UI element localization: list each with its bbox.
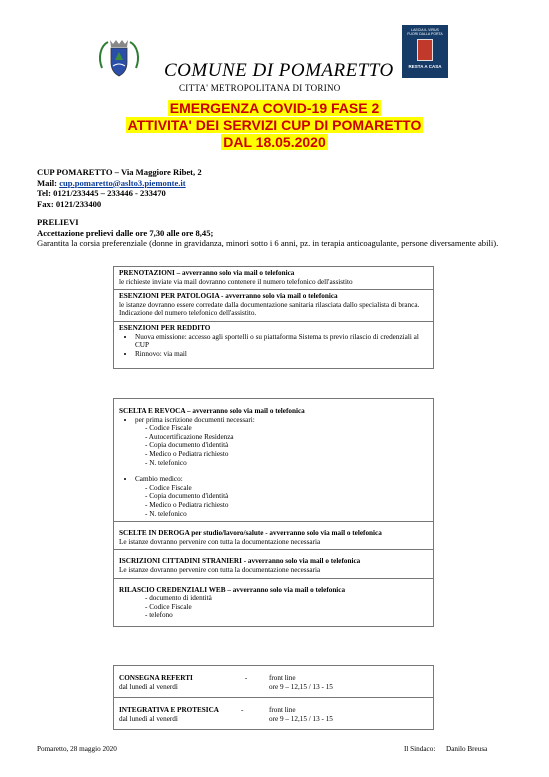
list-item: • per prima iscrizione documenti necessari: xyxy=(135,416,429,425)
iscrizioni-stranieri-section: ISCRIZIONI CITTADINI STRANIERI - avverranno solo via mail o telefonica Le istanze dovranno pervenire con tutta la documentazione necessaria xyxy=(114,550,433,578)
prenotazioni-section: PRENOTAZIONI – avverranno solo via mail o telefonica le richieste inviate via mail dovranno contenere il numero telefonico dell'assistito xyxy=(114,267,433,290)
headline-3: DAL 18.05.2020 xyxy=(223,134,326,150)
email-link[interactable]: cup.pomaretto@aslto3.piemonte.it xyxy=(59,177,186,188)
door-icon xyxy=(417,39,433,61)
scelte-deroga-section: SCELTE IN DEROGA per studio/lavoro/salute - avverranno solo via mail o telefonica Le istanze dovranno pervenire con tutta la documentazione necessaria xyxy=(114,522,433,550)
consegna-referti-section: CONSEGNA REFERTI - front line dal lunedì al venerdì ore 9 – 12,15 / 13 - 15 xyxy=(114,666,433,698)
resta-a-casa-poster: LASCIA IL VIRUS FUORI DALLA PORTA RESTA A CASA xyxy=(402,25,448,78)
footer-place-date: Pomaretto, 28 maggio 2020 xyxy=(37,745,117,753)
comune-crest-icon xyxy=(96,38,142,78)
headline-1: EMERGENZA COVID-19 FASE 2 xyxy=(169,100,380,116)
scelta-revoca-section: SCELTA E REVOCA – avverranno solo via mail o telefonica • per prima iscrizione documenti necessari: - Codice Fiscale - Autocertificazione Residenza - Copia documento d'identità - Medico o Pediatra richiesto - N. telefonico • Cambio medico: - Codice Fiscale - Copia documento d'identità - Medico o Pediatra richiesto - N. telefonico xyxy=(114,399,433,522)
list-item: • Cambio medico: xyxy=(135,475,429,484)
headline-2: ATTIVITA' DEI SERVIZI CUP DI POMARETTO xyxy=(127,117,422,133)
services-box-3 xyxy=(113,665,434,730)
page-title: COMUNE DI POMARETTO xyxy=(164,60,394,81)
esenzioni-patologia-section: ESENZIONI PER PATOLOGIA - avverranno solo via mail o telefonica le istanze dovranno essere corredate dalla documentazione sanitaria rilasciata dallo specialista di branca. Indicazione del numero telefonico dell'assistito. xyxy=(114,290,433,322)
list-item: • Nuova emissione: accesso agli sportelli o su piattaforma Sistema ts previo rilascio di credenziali al CUP xyxy=(135,333,429,350)
page-subtitle: CITTA' METROPOLITANA DI TORINO xyxy=(179,83,341,93)
contact-block: CUP POMARETTO – Via Maggiore Ribet, 2 Mail: cup.pomaretto@aslto3.piemonte.it Tel: 0121/233445 – 233446 - 233470 Fax: 0121/233400 xyxy=(37,167,202,209)
esenzioni-reddito-section: ESENZIONI PER REDDITO • Nuova emissione: accesso agli sportelli o su piattaforma Sistema ts previo rilascio di credenziali al CUP • Rinnovo: via mail xyxy=(114,322,433,368)
list-item: • Rinnovo: via mail xyxy=(135,350,429,359)
footer-sindaco-label: Il Sindaco: xyxy=(404,745,436,753)
services-box-2 xyxy=(113,398,434,627)
integrativa-protesica-section: INTEGRATIVA E PROTESICA - front line dal lunedì al venerdì ore 9 – 12,15 / 13 - 15 xyxy=(119,706,333,723)
prelievi-section: PRELIEVI Accettazione prelievi dalle ore 7,30 alle ore 8,45; Garantita la corsia preferenziale (donne in gravidanza, minori sotto i 6 anni, pz. in terapia anticoagulante, persone diversamente abili). xyxy=(37,217,499,249)
credenziali-web-section: RILASCIO CREDENZIALI WEB – avverranno solo via mail o telefonica - documento di identità - Codice Fiscale - telefono xyxy=(119,585,346,620)
services-box-1 xyxy=(113,266,434,369)
footer-sindaco-name: Danilo Breusa xyxy=(446,745,488,753)
